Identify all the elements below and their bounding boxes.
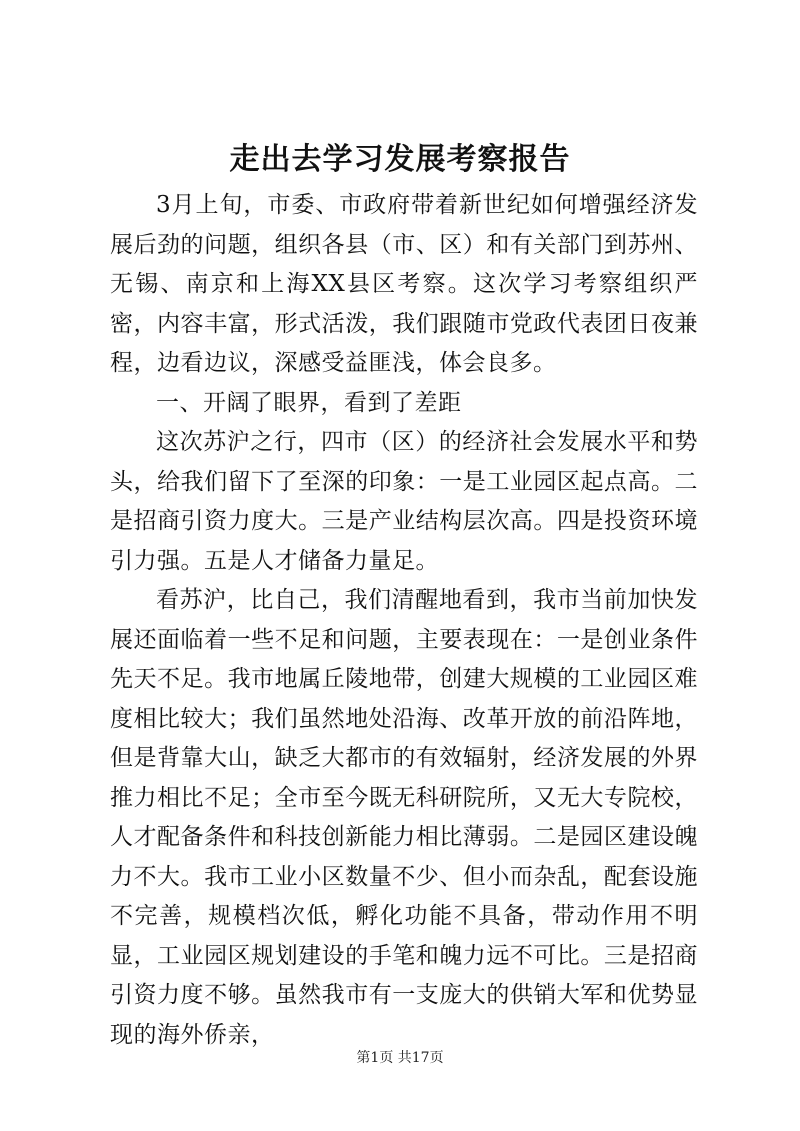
document-body — [110, 186, 698, 1055]
paragraph-impressions: 这次苏沪之行，四市（区）的经济社会发展水平和势头，给我们留下了至深的印象：一是工业园区起点高。二是招商引资力度大。三是产业结构层次高。四是投资环境引力强。五是人才储备力量足。 — [110, 429, 698, 574]
paragraph-intro: 3月上旬，市委、市政府带着新世纪如何增强经济发展后劲的问题，组织各县（市、区）和有关部门到苏州、无锡、南京和上海XX县区考察。这次学习考察组织严密，内容丰富，形式活泼，我们跟随市党政代表团日夜兼程，边看边议，深感受益匪浅，体会良多。 — [110, 192, 698, 376]
section-heading-1: 一、开阔了眼界，看到了差距 — [156, 389, 462, 416]
document-title: 走出去学习发展考察报告 — [229, 142, 571, 177]
paragraph-shortcomings: 看苏沪，比自己，我们清醒地看到，我市当前加快发展还面临着一些不足和问题，主要表现在：一是创业条件先天不足。我市地属丘陵地带，创建大规模的工业园区难度相比较大；我们虽然地处沿海、改革开放的前沿阵地，但是背靠大山，缺乏大都市的有效辐射，经济发展的外界推力相比不足；全市至今既无科研院所，又无大专院校，人才配备条件和科技创新能力相比薄弱。二是园区建设魄力不大。我市工业小区数量不少、但小而杂乱，配套设施不完善，规模档次低，孵化功能不具备，带动作用不明显，工业园区规划建设的手笔和魄力远不可比。三是招商引资力度不够。虽然我市有一支庞大的供销大军和优势显现的海外侨亲， — [110, 587, 698, 1048]
page-footer — [0, 1048, 800, 1068]
page-number: 第1页 共17页 — [356, 1050, 444, 1066]
